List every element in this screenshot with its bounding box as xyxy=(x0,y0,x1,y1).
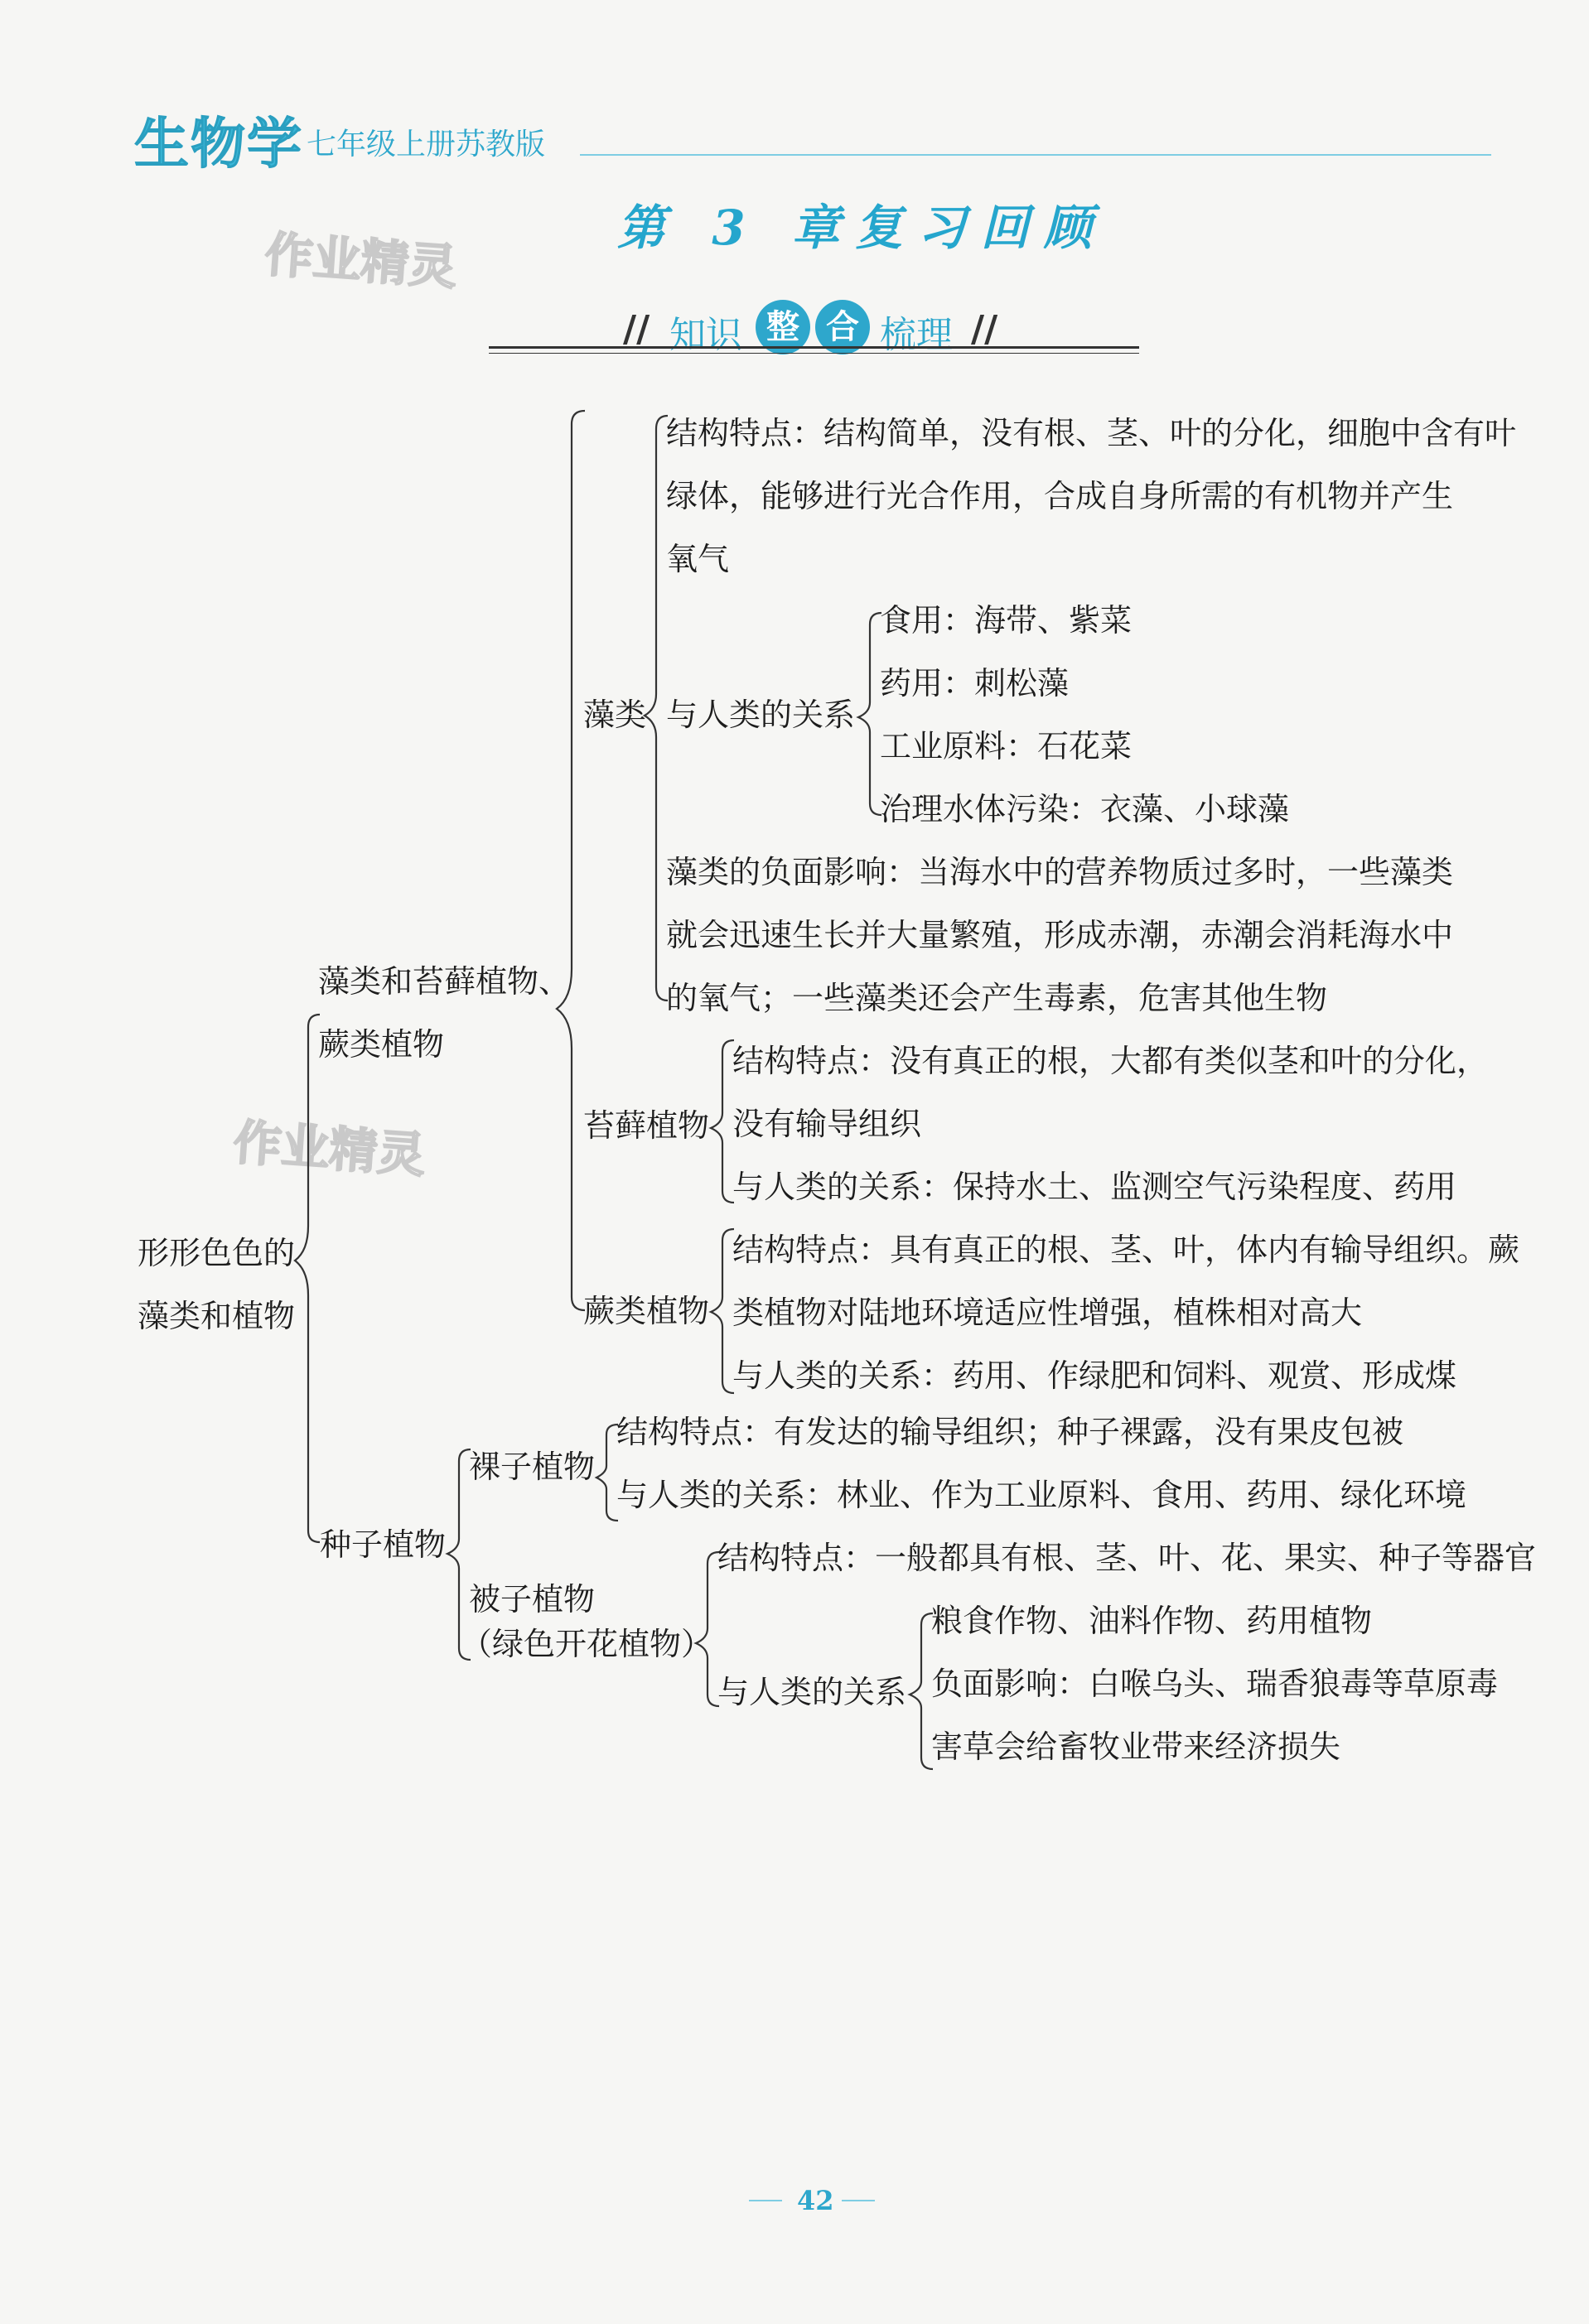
watermark: 作业精灵 xyxy=(263,225,459,296)
banner-slash-icon: // xyxy=(623,308,650,350)
angio-relation-item: 粮食作物、油料作物、药用植物 xyxy=(931,1603,1373,1639)
fern-structure-line1: 结构特点：具有真正的根、茎、叶，体内有输导组织。蕨 xyxy=(732,1232,1520,1268)
branch1-label-line2: 蕨类植物 xyxy=(318,1026,445,1063)
moss-structure-line1: 结构特点：没有真正的根，大都有类似茎和叶的分化， xyxy=(732,1043,1489,1079)
fern-relation: 与人类的关系：药用、作绿肥和饲料、观赏、形成煤 xyxy=(732,1357,1457,1394)
banner-right-text: 梳理 xyxy=(880,314,953,356)
brace-algae-relation xyxy=(858,613,881,815)
watermark: 作业精灵 xyxy=(231,1113,427,1184)
moss-label: 苔藓植物 xyxy=(583,1107,710,1144)
algae-negative-line2: 就会迅速生长并大量繁殖，形成赤潮，赤潮会消耗海水中 xyxy=(666,917,1454,953)
page-number: 42 xyxy=(797,2185,834,2216)
algae-relation-label: 与人类的关系 xyxy=(666,697,856,733)
subject-title: 生物学 xyxy=(134,112,303,176)
book-edition: 七年级上册苏教版 xyxy=(307,128,546,162)
angio-relation-item: 害草会给畜牧业带来经济损失 xyxy=(931,1729,1341,1765)
angio-structure: 结构特点：一般都具有根、茎、叶、花、果实、种子等器官 xyxy=(717,1540,1537,1576)
brace-angio-relation xyxy=(910,1613,933,1769)
banner-circle-1: 整 xyxy=(756,300,810,354)
fern-structure-line2: 类植物对陆地环境适应性增强，植株相对高大 xyxy=(732,1295,1363,1331)
moss-structure-line2: 没有输导组织 xyxy=(732,1106,922,1142)
chapter-title: 第 3 章复习回顾 xyxy=(617,200,1107,256)
algae-structure-line1: 结构特点：结构简单，没有根、茎、叶的分化，细胞中含有叶 xyxy=(666,415,1517,451)
algae-relation-item: 药用：刺松藻 xyxy=(880,665,1070,702)
brace-root xyxy=(295,1015,320,1542)
page-number-rule xyxy=(842,2200,875,2201)
brace-moss xyxy=(711,1040,734,1203)
algae-negative-line3: 的氧气；一些藻类还会产生毒素，危害其他生物 xyxy=(666,980,1328,1016)
branch1-label-line1: 藻类和苔藓植物、 xyxy=(318,963,571,1000)
algae-structure-line3: 氧气 xyxy=(666,541,730,577)
banner-slash-icon: // xyxy=(971,308,998,350)
algae-structure-line2: 绿体，能够进行光合作用，合成自身所需的有机物并产生 xyxy=(666,478,1454,514)
brace-gymno xyxy=(596,1425,618,1521)
algae-relation-item: 工业原料：石花菜 xyxy=(880,728,1133,764)
root-label-line2: 藻类和植物 xyxy=(138,1298,296,1334)
page-number-rule xyxy=(749,2200,782,2201)
angio-relation-label: 与人类的关系 xyxy=(717,1674,907,1710)
gymno-relation: 与人类的关系：林业、作为工业原料、食用、药用、绿化环境 xyxy=(616,1477,1467,1513)
banner-circle-2: 合 xyxy=(815,300,870,354)
angio-label-line1: 被子植物 xyxy=(469,1581,596,1618)
algae-relation-item: 治理水体污染：衣藻、小球藻 xyxy=(880,791,1290,827)
angio-relation-item: 负面影响：白喉乌头、瑞香狼毒等草原毒 xyxy=(931,1666,1499,1702)
banner-left-text: 知识 xyxy=(669,314,742,356)
fern-label: 蕨类植物 xyxy=(583,1293,710,1329)
angio-label-line2: （绿色开花植物） xyxy=(461,1626,713,1662)
gymno-label: 裸子植物 xyxy=(469,1449,596,1485)
root-label-line1: 形形色色的 xyxy=(138,1235,296,1271)
seed-label: 种子植物 xyxy=(320,1526,447,1563)
brace-branch1 xyxy=(557,411,585,1310)
gymno-structure: 结构特点：有发达的输导组织；种子裸露，没有果皮包被 xyxy=(616,1414,1404,1450)
brace-algae xyxy=(645,416,668,1000)
algae-label: 藻类 xyxy=(583,697,647,733)
moss-relation: 与人类的关系：保持水土、监测空气污染程度、药用 xyxy=(732,1169,1457,1205)
algae-relation-item: 食用：海带、紫菜 xyxy=(880,602,1133,639)
algae-negative-line1: 藻类的负面影响：当海水中的营养物质过多时，一些藻类 xyxy=(666,854,1454,890)
brace-fern xyxy=(711,1229,734,1393)
